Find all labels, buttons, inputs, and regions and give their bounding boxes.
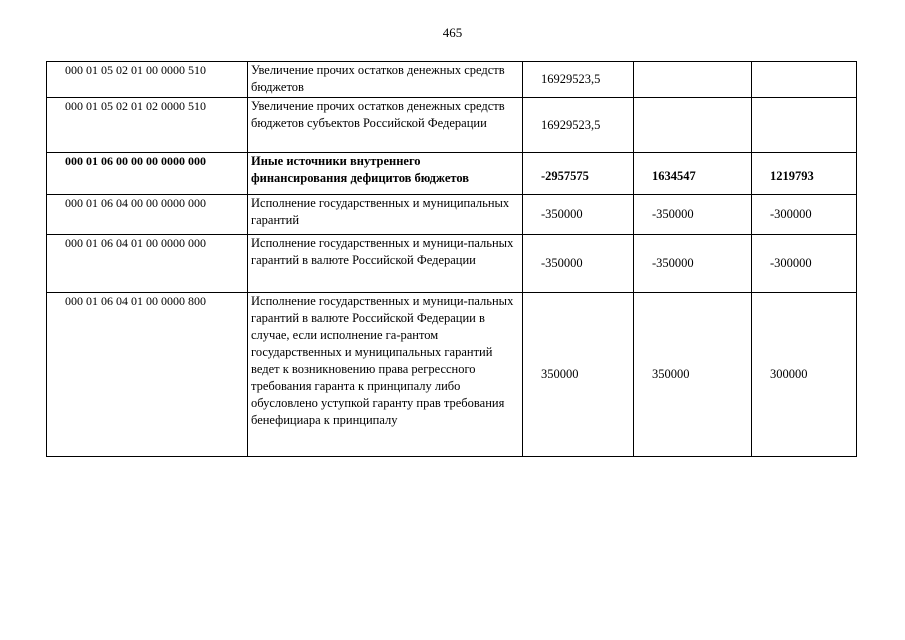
value-col-3 [752,98,857,153]
value-col-2 [634,98,752,153]
row-description: Увеличение прочих остатков денежных средств бюджетов [248,62,523,98]
value-col-1: 16929523,5 [523,98,634,153]
row-description: Увеличение прочих остатков денежных средств бюджетов субъектов Российской Федерации [248,98,523,153]
budget-code: 000 01 06 04 01 00 0000 000 [47,235,248,293]
value-col-2: -350000 [634,195,752,235]
value-col-3: -300000 [752,195,857,235]
value-col-3 [752,62,857,98]
budget-code: 000 01 05 02 01 00 0000 510 [47,62,248,98]
budget-code: 000 01 06 00 00 00 0000 000 [47,153,248,195]
row-description: Исполнение государственных и муници-пальных гарантий в валюте Российской Федерации [248,235,523,293]
table-row [47,153,857,195]
value-col-2: 1634547 [634,153,752,195]
value-col-3: 300000 [752,293,857,457]
row-description: Иные источники внутреннего финансирования дефицитов бюджетов [248,153,523,195]
value-col-3: 1219793 [752,153,857,195]
value-col-2: -350000 [634,235,752,293]
table-row [47,98,857,153]
table-row [47,195,857,235]
value-col-1: -350000 [523,195,634,235]
row-description: Исполнение государственных и муници-пальных гарантий в валюте Российской Федерации в случае, если исполнение га-рантом государственных и муниципальных гарантий ведет к возникновению права регрессного требования гаранта к принципалу либо обусловлено уступкой гаранту прав требования бенефициара к принципалу [248,293,523,457]
table-row [47,62,857,98]
value-col-1: -350000 [523,235,634,293]
table-row [47,293,857,457]
page-number: 465 [442,25,463,40]
value-col-1: 16929523,5 [523,62,634,98]
value-col-2 [634,62,752,98]
value-col-3: -300000 [752,235,857,293]
budget-code: 000 01 06 04 01 00 0000 800 [47,293,248,457]
value-col-1: 350000 [523,293,634,457]
budget-code: 000 01 05 02 01 02 0000 510 [47,98,248,153]
value-col-2: 350000 [634,293,752,457]
row-description: Исполнение государственных и муниципальных гарантий [248,195,523,235]
table-row [47,235,857,293]
value-col-1: -2957575 [523,153,634,195]
budget-sources-table [46,61,857,457]
budget-code: 000 01 06 04 00 00 0000 000 [47,195,248,235]
